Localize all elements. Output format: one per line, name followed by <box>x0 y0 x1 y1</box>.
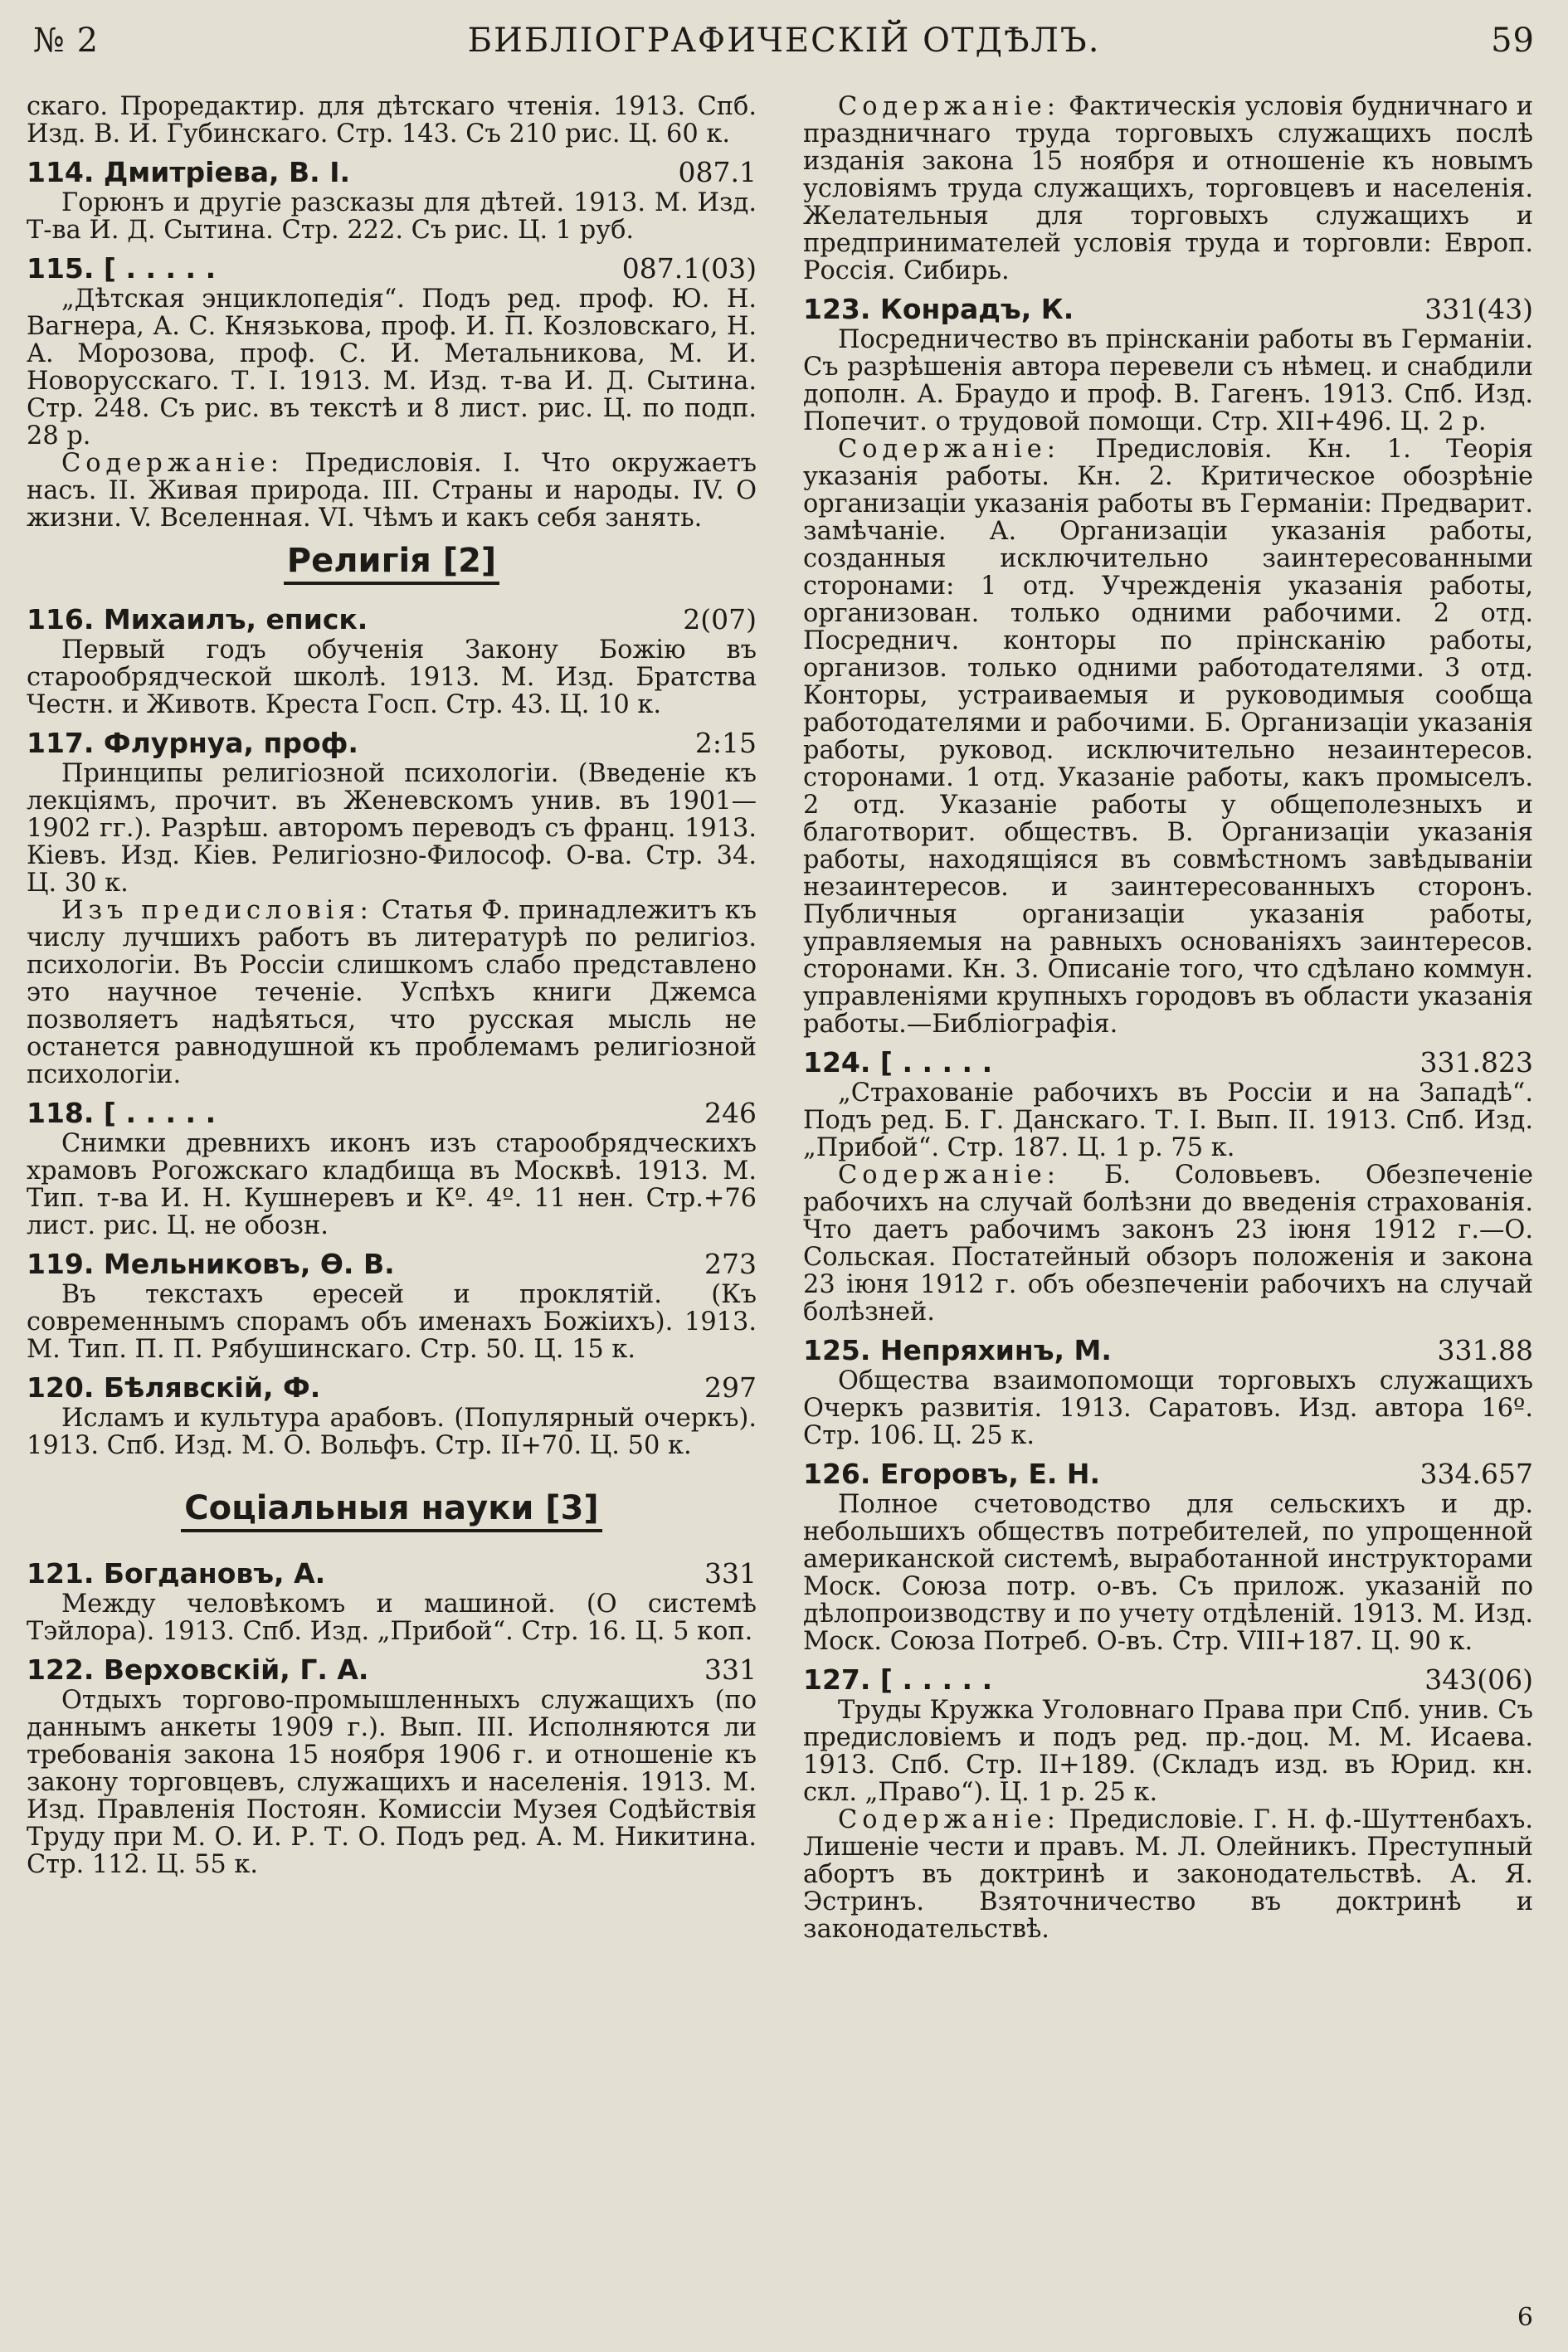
entry-heading <box>803 1663 1533 1697</box>
entry-heading <box>27 727 757 760</box>
classification-code: 331 <box>704 1557 757 1590</box>
section-heading-social-sciences <box>27 1489 757 1532</box>
contents-text: Предисловія. І. Что окружаетъ насъ. ІІ. Живая природа. ІІІ. Страны и народы. IV. О жизни. V. Вселенная. VI. Чѣмъ и какъ себя занять. <box>27 449 757 533</box>
contents-label: Содержаніе: <box>838 435 1060 464</box>
entry-contents <box>27 450 757 532</box>
entry-body: Снимки древнихъ иконъ изъ старообрядческихъ храмовъ Рогожскаго кладбища въ Москвѣ. 1913. М. Тип. т-ва И. Н. Кушнеревъ и Кº. 4º. 11 нен. Стр.+76 лист. рис. Ц. не обозн. <box>27 1129 757 1240</box>
entry-115 <box>27 252 757 532</box>
entry-body: Труды Кружка Уголовнаго Права при Спб. унив. Съ предисловіемъ и подъ ред. пр.-доц. М. М. Исаева. 1913. Спб. Стр. II+189. (Складъ изд. въ Юрид. кн. скл. „Право“). Ц. 1 р. 25 к. <box>803 1696 1533 1807</box>
contents-text: Статья Ф. принадлежитъ къ числу лучшихъ работъ въ литературѣ по религіоз. психологіи. Въ Россіи слишкомъ слабо представлено это научное теченіе. Успѣхъ книги Джемса позволяетъ надѣяться, что русская мысль не останется равнодушной къ проблемамъ религіозной психологіи. <box>27 896 757 1089</box>
entry-123 <box>803 293 1533 1038</box>
classification-code: 2(07) <box>683 603 757 635</box>
signature-mark: 6 <box>1517 2303 1533 2332</box>
classification-code: 087.1(03) <box>621 252 757 285</box>
entry-body: „Дѣтская энциклопедія“. Подъ ред. проф. Ю. Н. Вагнера, А. С. Князькова, проф. И. П. Козловскаго, Н. А. Морозова, проф. С. И. Метальникова, М. И. Новорусскаго. Т. І. 1913. М. Изд. т-ва И. Д. Сытина. Стр. 248. Съ рис. въ текстѣ и 8 лист. рис. Ц. по подп. 28 р. <box>27 285 757 450</box>
classification-code: 331(43) <box>1424 293 1533 325</box>
entry-author: 115. [ . . . . . <box>27 252 217 285</box>
entry-heading <box>27 603 757 636</box>
entry-author: 126. Егоровъ, Е. Н. <box>803 1458 1101 1490</box>
entry-119 <box>27 1248 757 1363</box>
entry-heading <box>803 293 1533 326</box>
entry-125 <box>803 1334 1533 1449</box>
entry-author: 122. Верховскій, Г. А. <box>27 1653 369 1686</box>
entry-author: 125. Непряхинъ, М. <box>803 1334 1112 1366</box>
entry-122 <box>27 1653 757 1878</box>
entry-body: Общества взаимопомощи торговыхъ служащихъ Очеркъ развитія. 1913. Саратовъ. Изд. автора 16º. Стр. 106. Ц. 25 к. <box>803 1366 1533 1450</box>
contents-text: Б. Соловьевъ. Обезпеченіе рабочихъ на случай болѣзни до введенія страхованія. Что даетъ рабочимъ законъ 23 іюня 1912 г.—О. Сольская. Постатейный обзоръ положенія и закона 23 іюня 1912 г. объ обезпеченіи рабочихъ на случай болѣзней. <box>803 1161 1533 1327</box>
entry-114 <box>27 156 757 244</box>
entry-heading <box>803 1046 1533 1079</box>
entry-heading <box>803 1458 1533 1491</box>
entry-contents <box>27 897 757 1088</box>
contents-text: Предисловія. Кн. 1. Теорія указанія работы. Кн. 2. Критическое обозрѣніе организаціи указанія работы въ Германіи: Предварит. замѣчаніе. А. Организаціи указанія работы, созданныя исключительно заинтересованными сторонами: 1 отд. Учрежденія указанія работы, организован. только одними рабочими. 2 отд. Посреднич. конторы по прінсканію работы, организов. только одними работодателями. 3 отд. Конторы, устраиваемыя и руководимыя сообща работодателями и рабочими. Б. Организаціи указанія работы, руковод. исключительно незаинтересов. сторонами. 1 отд. Указаніе работы, какъ промыселъ. 2 отд. Указаніе работы у общеполезныхъ и благотворит. обществъ. В. Организаціи указанія работы, находящіяся въ совмѣстномъ завѣдываніи незаинтересов. и заинтересованныхъ сторонъ. Публичныя организаціи указанія работы, управляемыя на равныхъ основаніяхъ заинтересов. сторонами. Кн. 3. Описаніе того, что сдѣлано коммун. управленіями крупныхъ городовъ въ области указанія работы.—Библіографія. <box>803 435 1533 1039</box>
entry-body: скаго. Проредактир. для дѣтскаго чтенія. 1913. Спб. Изд. В. И. Губинскаго. Стр. 143. Съ 210 рис. Ц. 60 к. <box>27 92 757 149</box>
contents-label: Содержаніе: <box>61 449 284 478</box>
classification-code: 331.88 <box>1437 1334 1533 1366</box>
section-heading-religion <box>27 542 757 585</box>
entry-contents <box>803 93 1533 285</box>
entry-116 <box>27 603 757 718</box>
classification-code: 334.657 <box>1419 1458 1533 1490</box>
contents-label: Содержаніе: <box>838 1161 1060 1190</box>
classification-code: 2:15 <box>694 727 757 759</box>
entry-author: 121. Богдановъ, А. <box>27 1557 326 1590</box>
right-column <box>803 93 1533 1951</box>
contents-label: Изъ предисловія: <box>61 896 373 925</box>
entry-author: 127. [ . . . . . <box>803 1663 993 1696</box>
classification-code: 087.1 <box>678 156 757 188</box>
contents-text: Фактическія условія будничнаго и праздничнаго труда торговыхъ служащихъ послѣ изданія закона 15 ноября и отношеніе къ новымъ условіямъ труда служащихъ, торговцевъ и населенія. Желательныя для торговыхъ служащихъ и предпринимателей условія труда и торговли: Европ. Россія. Сибирь. <box>803 92 1533 285</box>
issue-number: № 2 <box>33 22 100 60</box>
entry-author: 123. Конрадъ, К. <box>803 293 1074 325</box>
entry-heading <box>27 156 757 189</box>
classification-code: 331 <box>704 1653 757 1686</box>
entry-author: 124. [ . . . . . <box>803 1046 993 1079</box>
entry-author: 118. [ . . . . . <box>27 1097 217 1129</box>
entry-body: Въ текстахъ ересей и проклятій. (Къ современнымъ спорамъ объ именахъ Божіихъ). 1913. М. Тип. П. П. Рябушинскаго. Стр. 50. Ц. 15 к. <box>27 1280 757 1364</box>
classification-code: 343(06) <box>1424 1663 1533 1696</box>
entry-body: Между человѣкомъ и машиной. (О системѣ Тэйлора). 1913. Спб. Изд. „Прибой“. Стр. 16. Ц. 5 коп. <box>27 1590 757 1646</box>
classification-code: 331.823 <box>1419 1046 1533 1079</box>
entry-heading <box>27 252 757 285</box>
entry-author: 119. Мельниковъ, Ѳ. В. <box>27 1248 395 1280</box>
entry-author: 120. Бѣлявскій, Ф. <box>27 1371 321 1404</box>
entry-contents <box>803 1806 1533 1943</box>
entry-heading <box>27 1557 757 1590</box>
entry-author: 117. Флурнуа, проф. <box>27 727 358 759</box>
entry-contents <box>803 1161 1533 1326</box>
section-title: Соціальныя науки [3] <box>181 1489 601 1532</box>
entry-heading <box>803 1334 1533 1367</box>
entry-118 <box>27 1097 757 1239</box>
entry-body: „Страхованіе рабочихъ въ Россіи и на Западѣ“. Подъ ред. Б. Г. Данскаго. Т. І. Вып. ІІ. 1913. Спб. Изд. „Прибой“. Стр. 187. Ц. 1 р. 75 к. <box>803 1079 1533 1162</box>
entry-heading <box>27 1371 757 1405</box>
entry-body: Первый годъ обученія Закону Божію въ старообрядческой школѣ. 1913. М. Изд. Братства Честн. и Животв. Креста Госп. Стр. 43. Ц. 10 к. <box>27 635 757 719</box>
entry-126 <box>803 1458 1533 1655</box>
entry-continued <box>27 93 757 148</box>
section-title: Религія [2] <box>284 542 499 585</box>
entry-body: Посредничество въ прінсканіи работы въ Германіи. Съ разрѣшенія автора перевели съ нѣмец. и снабдили дополн. А. Браудо и проф. В. Гагенъ. 1913. Спб. Изд. Попечит. о трудовой помощи. Стр. XII+496. Ц. 2 р. <box>803 325 1533 436</box>
page-title: БИБЛІОГРАФИЧЕСКІЙ ОТДѢЛЪ. <box>467 22 1101 60</box>
entry-body: Принципы религіозной психологіи. (Введеніе къ лекціямъ, прочит. въ Женевскомъ унив. въ 1901—1902 гг.). Разрѣш. авторомъ переводъ съ франц. 1913. Кіевъ. Изд. Кіев. Религіозно-Философ. О-ва. Стр. 34. Ц. 30 к. <box>27 759 757 898</box>
entry-body: Отдыхъ торгово-промышленныхъ служащихъ (по даннымъ анкеты 1909 г.). Вып. III. Исполняются ли требованія закона 15 ноября 1906 г. и отношеніе къ закону торговцевъ, служащихъ и населенія. 1913. М. Изд. Правленія Постоян. Комиссіи Музея Содѣйствія Труду при М. О. И. Р. Т. О. Подъ ред. А. М. Никитина. Стр. 112. Ц. 55 к. <box>27 1686 757 1879</box>
entry-heading <box>27 1097 757 1130</box>
entry-117 <box>27 727 757 1088</box>
contents-label: Содержаніе: <box>838 1805 1060 1834</box>
entry-body: Полное счетоводство для сельскихъ и др. небольшихъ обществъ потребителей, по упрощенной американской системѣ, выработанной инструкторами Моск. Союза потр. о-въ. Съ прилож. указаній по дѣлопроизводству и по учету отдѣленій. 1913. М. Изд. Моск. Союза Потреб. О-въ. Стр. VIII+187. Ц. 90 к. <box>803 1490 1533 1656</box>
entry-120 <box>27 1371 757 1459</box>
page-header <box>33 22 1535 71</box>
entry-contents <box>803 436 1533 1038</box>
contents-text: Предисловіе. Г. Н. ф.-Шуттенбахъ. Лишеніе чести и правъ. М. Л. Олейникъ. Преступный абортъ въ доктринѣ и законодательствѣ. А. Я. Эстринъ. Взяточничество въ доктринѣ и законодательствѣ. <box>803 1805 1533 1944</box>
page-number: 59 <box>1491 22 1535 60</box>
contents-label: Содержаніе: <box>838 92 1060 121</box>
entry-heading <box>27 1248 757 1281</box>
entry-author: 114. Дмитріева, В. І. <box>27 156 351 188</box>
entry-author: 116. Михаилъ, еписк. <box>27 603 368 635</box>
entry-body: Горюнъ и другіе разсказы для дѣтей. 1913. М. Изд. Т-ва И. Д. Сытина. Стр. 222. Съ рис. Ц. 1 руб. <box>27 188 757 245</box>
classification-code: 246 <box>704 1097 757 1129</box>
entry-body: Исламъ и культура арабовъ. (Популярный очеркъ). 1913. Спб. Изд. М. О. Вольфъ. Стр. II+70. Ц. 50 к. <box>27 1404 757 1460</box>
classification-code: 297 <box>704 1371 757 1404</box>
classification-code: 273 <box>704 1248 757 1280</box>
entry-127 <box>803 1663 1533 1943</box>
entry-continued-contents <box>803 93 1533 285</box>
entry-heading <box>27 1653 757 1687</box>
entry-124 <box>803 1046 1533 1326</box>
left-column <box>27 93 757 1887</box>
entry-121 <box>27 1557 757 1645</box>
